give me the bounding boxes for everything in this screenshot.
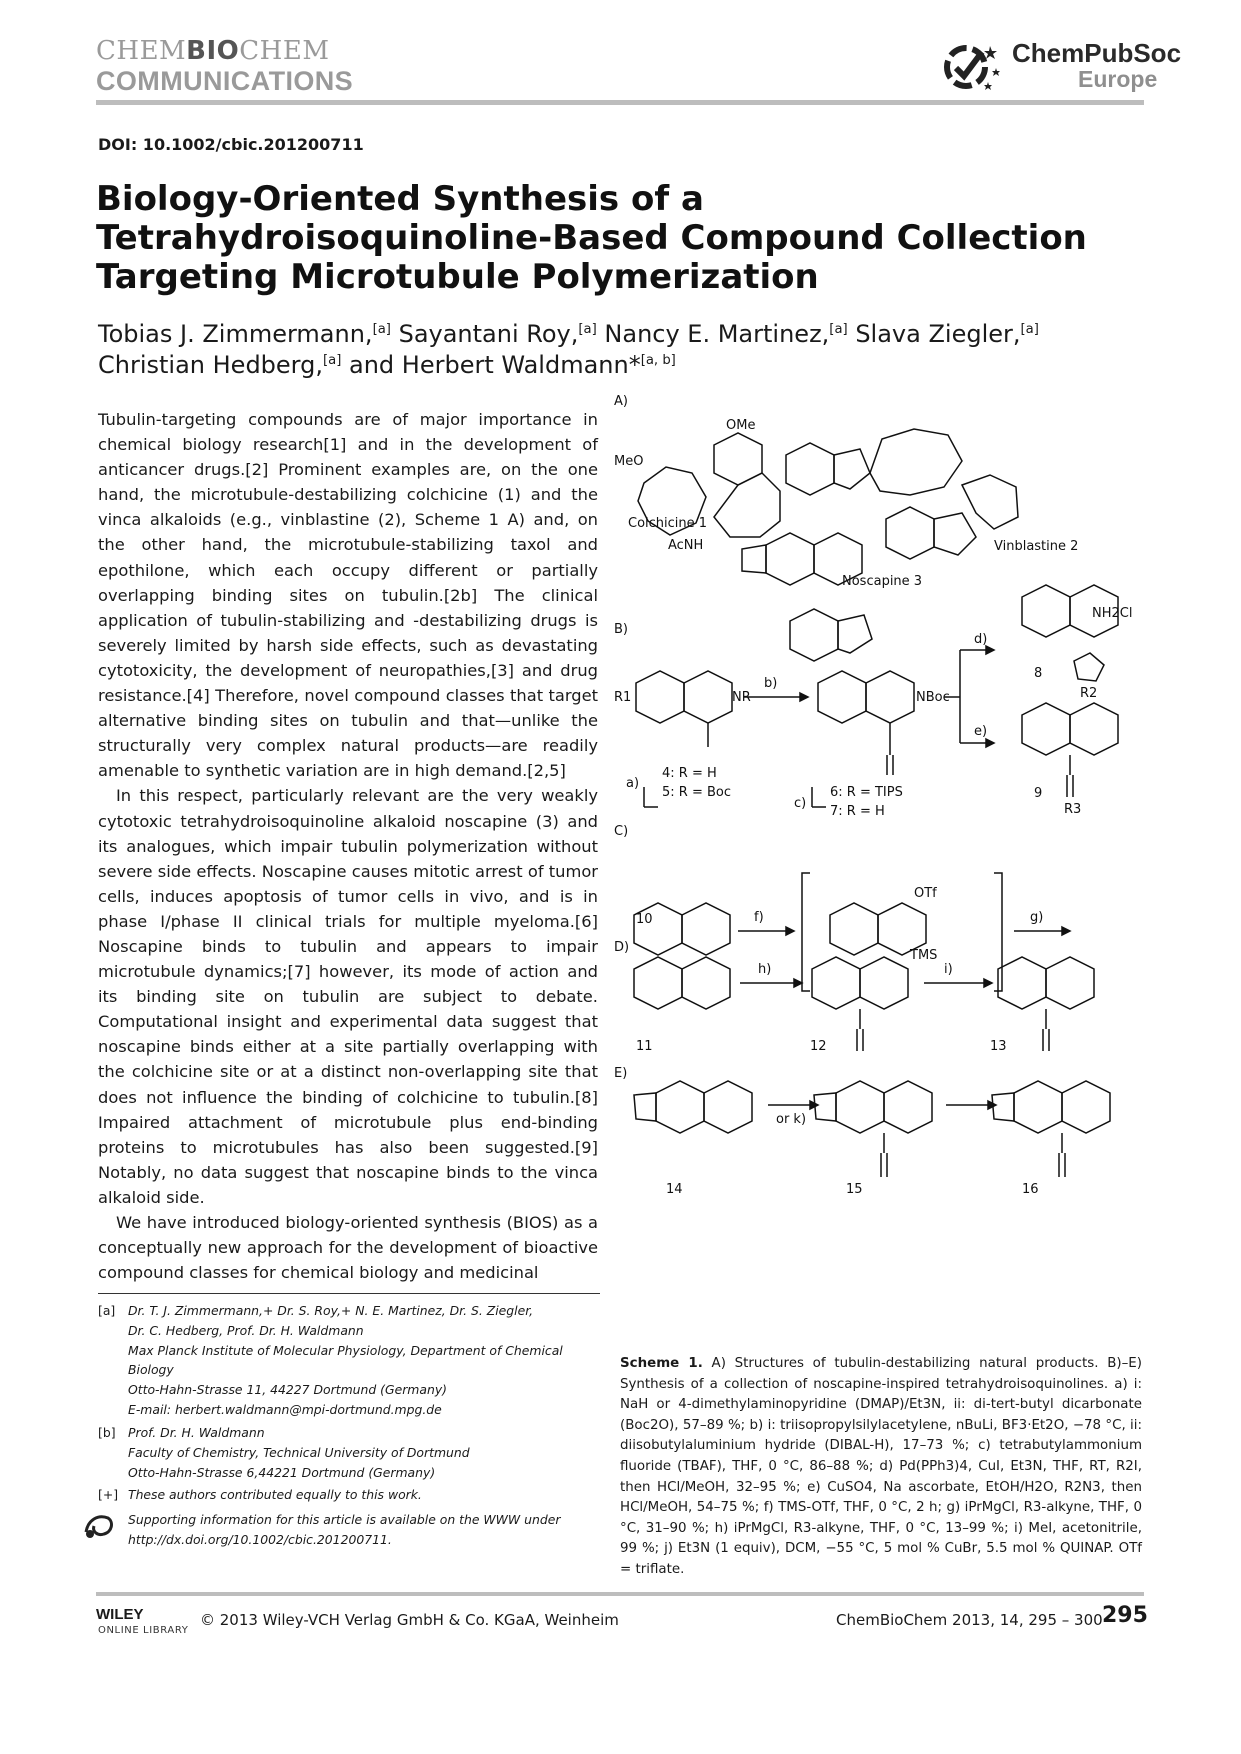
scheme-annotation: 7: R = H (830, 804, 885, 819)
c-reactant-10-ring (682, 903, 730, 955)
vinblastine-vindoline-c (962, 475, 1018, 529)
d-13-ring (1046, 957, 1094, 1009)
scheme-annotation: c) (794, 796, 807, 811)
b-product-9-benzo (1022, 703, 1070, 755)
footnote-line: E-mail: herbert.waldmann@mpi-dortmund.mpg.de (128, 1401, 442, 1417)
scheme-annotation: NR (732, 690, 751, 705)
supporting-info-icon (82, 1510, 118, 1540)
b-product-8-benzo (1022, 585, 1070, 637)
b-product-9-ring (1070, 703, 1118, 755)
footer-rule (96, 1592, 1144, 1596)
page-number: 295 (1102, 1603, 1148, 1628)
noscapine-dioxole (742, 545, 766, 573)
journal-name: CHEMBIOCHEM (96, 36, 330, 66)
b-intermediate-ring (866, 671, 914, 723)
footnote-affiliation-a (98, 1301, 600, 1420)
author-affiliation: [a] (372, 322, 391, 337)
scheme-annotation: i) (944, 962, 953, 977)
author: Christian Hedberg, (98, 351, 323, 379)
vinblastine-vindoline-b (934, 513, 976, 555)
noscapine-ring-3 (790, 609, 838, 661)
body-paragraph: In this respect, particularly relevant are the very weakly cytotoxic tetrahydroisoquinoline alkaloid noscapine (3) and its analogues, which impair tubulin polymerization without severe side effects. Noscapine causes mitotic arrest of tumor cells, induces apoptosis of tumor cells in vivo, and is in phase I/phase II clinical trials for multiple myeloma.[6] Noscapine binds to tubulin and appears to impair microtubule dynamics;[7] however, its mode of action and its binding site on tubulin are subject to debate. Computational insight and experimental data suggest that noscapine binds either at a site partially overlapping with the colchicine site or at a distinct non-overlapping site that does not influence the binding of colchicine to tubulin.[8] Impaired attachment of microtubule plus end-binding proteins to microtubules has also been suggested.[9] Notably, no data suggest that noscapine binds to the vinca alkaloid side. (98, 786, 598, 1207)
footnote-affiliation-b (98, 1423, 600, 1482)
citation: ChemBioChem 2013, 14, 295 – 300 (836, 1611, 1103, 1629)
e-16-ring (1062, 1081, 1110, 1133)
scheme-annotation: g) (1030, 910, 1044, 925)
c-reactant-10-benzo (634, 903, 682, 955)
noscapine-lactone (838, 615, 872, 653)
scheme-annotation: MeO (614, 454, 644, 469)
compound-label: Vinblastine 2 (994, 539, 1079, 554)
compound-label: 10 (636, 912, 653, 927)
panel-label: E) (614, 1066, 628, 1081)
vinblastine-indole-pyrrole (834, 449, 870, 489)
publisher-name: ChemPubSoc (1012, 38, 1182, 68)
chempubsoc-logo-icon (936, 38, 1008, 96)
scheme-annotation: 5: R = Boc (662, 785, 731, 800)
compound-label: Noscapine 3 (842, 574, 923, 589)
author: Slava Ziegler, (855, 320, 1021, 348)
footnote-line: Dr. C. Hedberg, Prof. Dr. H. Waldmann (128, 1322, 364, 1338)
e-14-ring (704, 1081, 752, 1133)
d-11-benzo (634, 957, 682, 1009)
section-name: COMMUNICATIONS (96, 66, 354, 96)
footnote-line: Dr. T. J. Zimmermann,+ Dr. S. Roy,+ N. E. Martinez, Dr. S. Ziegler, (128, 1303, 534, 1318)
scheme-annotation: d) (974, 632, 988, 647)
compound-label: 11 (636, 1039, 653, 1054)
scheme-annotation: 4: R = H (662, 766, 717, 781)
compound-label: 9 (1034, 786, 1043, 801)
compound-label: 12 (810, 1039, 827, 1054)
footnote-line: Supporting information for this article is available on the WWW under (128, 1512, 561, 1527)
b-reactant-benzo (636, 671, 684, 723)
footnote-line: Otto-Hahn-Strasse 6,44221 Dortmund (Germany) (128, 1464, 436, 1480)
b-reactant-lactam (684, 671, 732, 723)
compound-label: 13 (990, 1039, 1007, 1054)
scheme-annotation: b) (764, 676, 778, 691)
compound-label: Colchicine 1 (628, 516, 708, 531)
vinblastine-macrocycle (870, 429, 962, 495)
compound-label: 16 (1022, 1182, 1039, 1197)
scheme-annotation: a) (626, 776, 640, 791)
caption-label: Scheme 1. (620, 1356, 703, 1371)
panel-label: A) (614, 394, 628, 409)
doi: DOI: 10.1002/cbic.201200711 (98, 135, 364, 154)
e-15-dioxole (814, 1093, 836, 1121)
scheme-annotation: OTf (914, 886, 937, 901)
scheme-annotation: NH2Cl (1092, 606, 1133, 621)
footnote-line[interactable]: http://dx.doi.org/10.1002/cbic.201200711. (128, 1531, 392, 1547)
scheme-annotation: h) (758, 962, 772, 977)
e-16-benzo (1014, 1081, 1062, 1133)
scheme-annotation: TMS (910, 948, 938, 963)
author-affiliation: [a] (1020, 322, 1039, 337)
d-11-ring (682, 957, 730, 1009)
e-16-dioxole (992, 1093, 1014, 1121)
wiley-logo: WILEY (96, 1606, 144, 1623)
wiley-sub: ONLINE LIBRARY (98, 1625, 189, 1636)
b-product-8-triazole (1074, 653, 1104, 681)
compound-label: 8 (1034, 666, 1043, 681)
colchicine-ring-b (714, 473, 780, 537)
scheme-annotation: NBoc (916, 690, 950, 705)
caption-text: A) Structures of tubulin-destabilizing natural products. B)–E) Synthesis of a collection of noscapine-inspired tetrahydroisoquinolines. a) i: NaH or 4-dimethylaminopyridine (DMAP)/Et3N, ii: di-tert-butyl dicarbonate (Boc2O), 57–89 %; b) i: triisopropylsilylacetylene, nBuLi, BF3·Et2O, −78 °C, ii: diisobutylaluminium hydride (DIBAL-H), 17–73 %; c) tetrabutylammonium fluoride (TBAF), THF, 0 °C, 86–88 %; d) Pd(PPh3)4, CuI, Et3N, THF, RT, R2I, then HCl/MeOH, 32–95 %; e) CuSO4, Na ascorbate, EtOH/H2O, R2N3, then HCl/MeOH, 54–75 %; f) TMS-OTf, THF, 0 °C, 2 h; g) iPrMgCl, R3-alkyne, THF, 0 °C, 31–90 %; h) iPrMgCl, R3-alkyne, THF, 0 °C, 13–99 %; i) MeI, acetonitrile, 99 %; j) Et3N (1 equiv), DCM, −55 °C, 5 mol % CuBr, 5.5 mol % QUINAP. OTf = triflate. (620, 1356, 1142, 1577)
noscapine-ring-1 (766, 533, 814, 585)
scheme-annotation: f) (754, 910, 764, 925)
author-affiliation: [a, b] (640, 353, 676, 368)
d-13-benzo (998, 957, 1046, 1009)
footnote-tag: [+] (98, 1487, 119, 1502)
footnote-line: These authors contributed equally to this work. (128, 1487, 422, 1502)
body-text (98, 407, 598, 1285)
panel-label: D) (614, 940, 630, 955)
article-title: Biology-Oriented Synthesis of a Tetrahydroisoquinoline-Based Compound Collection Targeting Microtubule Polymerization (96, 179, 1087, 297)
author: Tobias J. Zimmermann, (98, 320, 373, 348)
panel-label: B) (614, 622, 628, 637)
e-14-dioxole (634, 1093, 656, 1121)
body-paragraph: We have introduced biology-oriented synthesis (BIOS) as a conceptually new approach for the development of bioactive compound classes for chemical biology and medicinal (98, 1213, 598, 1283)
vinblastine-vindoline-a (886, 507, 934, 559)
d-12-ring (860, 957, 908, 1009)
panel-label: C) (614, 824, 629, 839)
scheme-annotation: R1 (614, 690, 632, 705)
c-intermediate-benzo (830, 903, 878, 955)
scheme-1-figure (614, 394, 1144, 1345)
footnote-line: Faculty of Chemistry, Technical University of Dortmund (128, 1444, 470, 1460)
e-15-benzo (836, 1081, 884, 1133)
author: and Herbert Waldmann* (349, 351, 641, 379)
d-12-benzo (812, 957, 860, 1009)
author: Nancy E. Martinez, (604, 320, 830, 348)
footnote-tag: [a] (98, 1303, 116, 1318)
scheme-caption (620, 1354, 1142, 1581)
copyright: © 2013 Wiley-VCH Verlag GmbH & Co. KGaA, Weinheim (200, 1611, 619, 1629)
publisher-sub: Europe (1078, 66, 1158, 92)
compound-label: 14 (666, 1182, 683, 1197)
header-rule (96, 100, 1144, 105)
scheme-annotation: OMe (726, 418, 756, 433)
author: Sayantani Roy, (398, 320, 579, 348)
scheme-annotation: R2 (1080, 686, 1098, 701)
footnote-tag: [b] (98, 1425, 116, 1440)
e-15-ring (884, 1081, 932, 1133)
author-affiliation: [a] (323, 353, 342, 368)
author-affiliation: [a] (829, 322, 848, 337)
footnote-line: Prof. Dr. H. Waldmann (128, 1425, 265, 1440)
footnote-rule (98, 1293, 600, 1294)
footnote-line: Max Planck Institute of Molecular Physiology, Department of Chemical (128, 1342, 563, 1358)
compound-label: 15 (846, 1182, 863, 1197)
footnote-equal-contribution (98, 1485, 600, 1505)
scheme-annotation: AcNH (668, 538, 704, 553)
body-paragraph: Tubulin-targeting compounds are of major importance in chemical biology research[1] and in the development of anticancer drugs.[2] Prominent examples are, on the one hand, the microtubule-destabilizing colchicine (1) and the vinca alkaloids (e.g., vinblastine (2), Scheme 1 A) and, on the other hand, the microtubule-stabilizing taxol and epothilone, which each occupy different or partially overlapping binding sites on tubulin.[2b] The clinical application of tubulin-stabilizing and -destabilizing drugs is severely limited by harsh side effects, such as devastating cytotoxicity, the development of neuropathies,[3] and drug resistance.[4] Therefore, novel compound classes that target alternative binding sites on tubulin and that—unlike the structurally very complex natural products—are readily amenable to synthetic variation are in high demand.[2,5] (98, 410, 598, 781)
vinblastine-indole-benzo (786, 443, 834, 495)
footnote-supporting-info (98, 1510, 600, 1550)
scheme-annotation: 6: R = TIPS (830, 785, 903, 800)
author-affiliation: [a] (578, 322, 597, 337)
e-14-benzo (656, 1081, 704, 1133)
author-list (98, 319, 1148, 381)
scheme-annotation: or k) (776, 1112, 807, 1127)
footnote-line: Otto-Hahn-Strasse 11, 44227 Dortmund (Germany) (128, 1382, 447, 1398)
scheme-annotation: R3 (1064, 802, 1082, 817)
b-intermediate-benzo (818, 671, 866, 723)
footnote-line: Biology (128, 1362, 174, 1378)
scheme-annotation: e) (974, 724, 988, 739)
